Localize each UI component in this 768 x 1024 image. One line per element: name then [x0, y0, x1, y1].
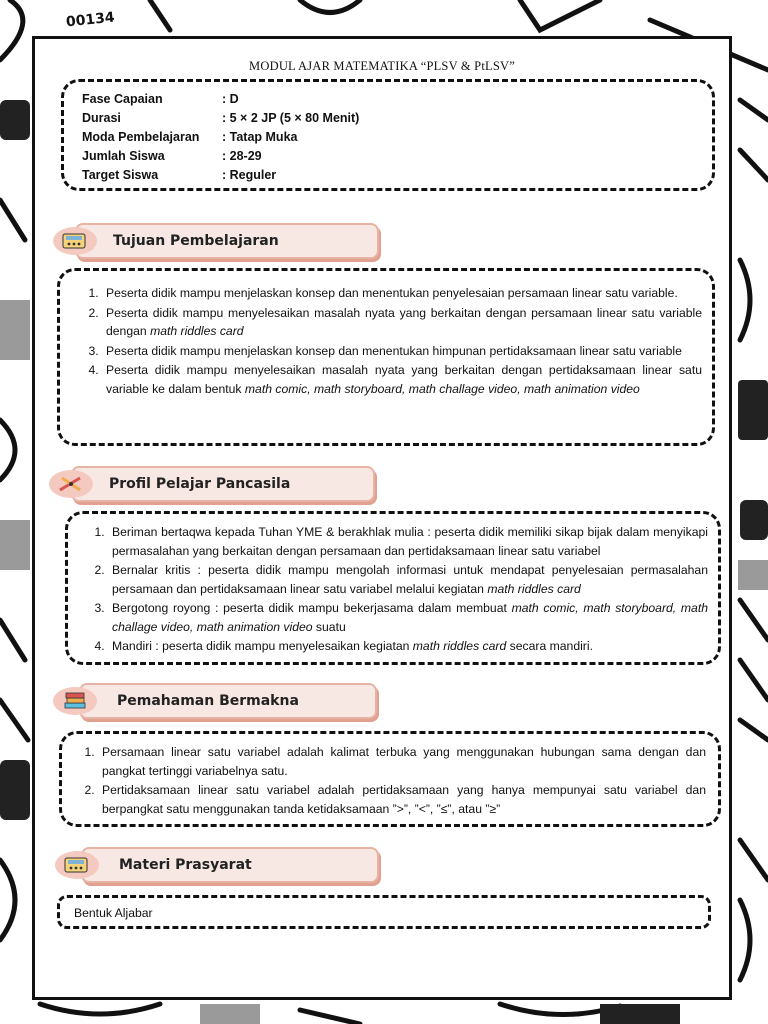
pemahaman-box: [59, 731, 721, 827]
tujuan-box: [57, 268, 715, 446]
info-label: Moda Pembelajaran: [82, 130, 200, 144]
info-label: Durasi: [82, 111, 121, 125]
list-item: [102, 342, 702, 361]
pemahaman-list: [64, 743, 706, 818]
info-label: Jumlah Siswa: [82, 149, 165, 163]
info-row: [82, 110, 359, 129]
item-text-after: secara mandiri.: [506, 639, 593, 653]
item-text: Peserta didik mampu menyelesaikan masalah nyata yang berkaitan dengan pertidaksamaan linear satu variable ke dalam bentuk: [106, 363, 702, 396]
list-item: [108, 561, 708, 598]
books-icon: [53, 687, 97, 715]
profil-list: [74, 523, 708, 656]
item-emphasis: math comic, math storyboard, math challage video, math animation video: [244, 381, 640, 396]
profil-box: [65, 511, 721, 665]
list-item: [102, 361, 702, 398]
list-item: [108, 523, 708, 560]
item-text: Beriman bertaqwa kepada Tuhan YME & berakhlak mulia : peserta didik memiliki sikap bijak dalam menyikapi permasalahan yang berkaitan dengan persamaan dan pertidaksamaan linear satu variabel: [112, 525, 708, 558]
section-heading-text: Tujuan Pembelajaran: [113, 233, 279, 249]
info-value: : 5 × 2 JP (5 × 80 Menit): [222, 111, 360, 125]
section-heading-tujuan: [75, 223, 379, 259]
page-number: 00134: [65, 9, 116, 31]
list-item: [98, 781, 706, 818]
list-item: [108, 637, 708, 656]
item-text: Bergotong royong : peserta didik mampu bekerjasama dalam membuat: [112, 601, 512, 615]
materi-box: [57, 895, 711, 929]
info-row: [82, 129, 359, 148]
list-item: [102, 304, 702, 341]
info-box: [61, 79, 715, 191]
section-heading-text: Profil Pelajar Pancasila: [109, 476, 291, 492]
info-table: [82, 91, 359, 186]
section-heading-text: Materi Prasyarat: [119, 857, 252, 873]
info-label: Fase Capaian: [82, 92, 163, 106]
item-text: Bernalar kritis : peserta didik mampu mengolah informasi untuk mendapat penyelesaian permasalahan persamaan dan pertidaksamaan linear satu variabel melalui kegiatan: [112, 563, 708, 596]
info-row: [82, 91, 359, 110]
list-item: [108, 599, 708, 636]
list-item: [102, 284, 702, 303]
item-text: Peserta didik mampu menjelaskan konsep dan menentukan penyelesaian persamaan linear satu variable.: [106, 286, 678, 300]
section-heading-profil: [71, 466, 375, 502]
item-emphasis: math riddles card: [412, 639, 507, 653]
item-text: Mandiri : peserta didik mampu menyelesaikan kegiatan: [112, 639, 413, 653]
calculator-icon: [53, 227, 97, 255]
section-heading-materi: [81, 847, 379, 883]
tools-icon: [49, 470, 93, 498]
info-row: [82, 148, 359, 167]
materi-text: Bentuk Aljabar: [74, 906, 153, 920]
section-heading-pemahaman: [79, 683, 377, 719]
calculator-icon: [55, 851, 99, 879]
item-emphasis: math riddles card: [487, 581, 581, 596]
item-text: Pertidaksamaan linear satu variabel adalah pertidaksamaan yang hanya mempunyai satu variabel dan berpangkat satu menggunakan tanda ketidaksamaan ”>”, ”<”, ”≤”, atau ”≥”: [102, 783, 706, 816]
info-value: : 28-29: [222, 149, 262, 163]
item-emphasis: math riddles card: [150, 324, 244, 338]
info-label: Target Siswa: [82, 168, 159, 182]
document-title: MODUL AJAR MATEMATIKA “PLSV & PtLSV”: [249, 59, 515, 73]
item-text-after: suatu: [312, 619, 346, 634]
item-emphasis: math comic, math storyboard, math challage video, math animation video: [112, 601, 708, 634]
section-heading-text: Pemahaman Bermakna: [117, 693, 299, 709]
document-page: [32, 36, 732, 1000]
info-value: : Tatap Muka: [222, 130, 298, 144]
item-text: Peserta didik mampu menjelaskan konsep dan menentukan himpunan pertidaksamaan linear satu variable: [106, 343, 682, 358]
item-text: Peserta didik mampu menyelesaikan masalah nyata yang berkaitan dengan persamaan linear satu variable dengan: [106, 305, 702, 338]
list-item: [98, 743, 706, 780]
info-value: : Reguler: [222, 168, 277, 182]
info-value: : D: [222, 92, 239, 106]
info-row: [82, 167, 359, 186]
item-text: Persamaan linear satu variabel adalah kalimat terbuka yang menggunakan hubungan sama dengan dan pangkat tertinggi variabelnya satu.: [102, 745, 706, 778]
tujuan-list: [68, 284, 702, 398]
